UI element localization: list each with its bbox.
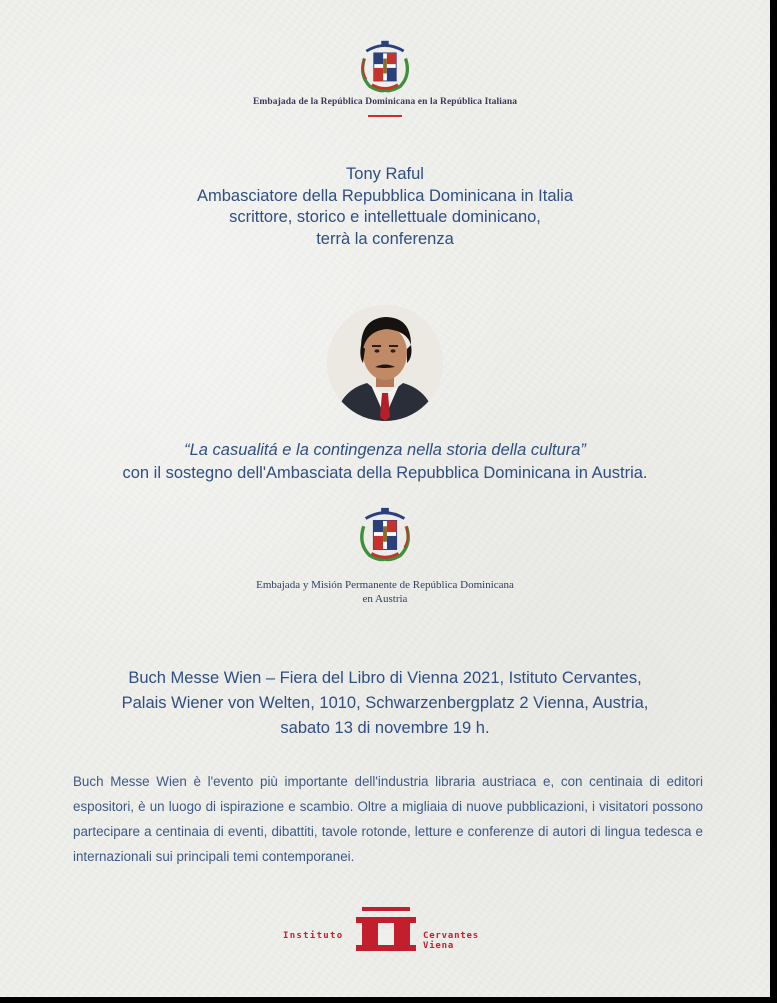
coat-of-arms-icon xyxy=(357,38,413,94)
speaker-role: Ambasciatore della Repubblica Dominicana in Italia xyxy=(196,186,574,205)
embassy-italy-label: Embajada de la República Dominicana en la República Italiana xyxy=(252,97,518,107)
portrait-image xyxy=(327,305,443,421)
cervantes-left-label: Instituto xyxy=(283,931,344,941)
embassy-austria-label xyxy=(0,578,770,606)
coat-of-arms-icon xyxy=(356,505,414,563)
speaker-description: scrittore, storico e intellettuale dominicano, xyxy=(229,208,541,226)
talk-title: “La casualitá e la contingenza nella storia della cultura” xyxy=(184,441,586,459)
instituto-cervantes-logo xyxy=(283,905,493,955)
venue-line2: Palais Wiener von Welten, 1010, Schwarzenbergplatz 2 Vienna, Austria, xyxy=(121,694,649,712)
red-divider xyxy=(368,115,402,117)
venue-block xyxy=(0,666,770,741)
speaker-action: terrà la conferenza xyxy=(316,229,454,248)
event-description: Buch Messe Wien è l'evento più importante dell'industria libraria austriaca e, con centinaia di editori espositori, è un luogo di ispirazione e scambio. Oltre a migliaia di nuove pubblicazioni, i visitatori possono partecipare a centinaia di eventi, dibattiti, tavole rotonde, letture e conferenze di autori di lingua tedesca e internazionali sui principali temi contemporanei. xyxy=(73,774,703,864)
speaker-name: Tony Raful xyxy=(346,165,424,183)
cervantes-right-line2: Viena xyxy=(423,941,455,951)
cervantes-mark-icon xyxy=(356,905,416,951)
embassy-austria-line2: en Austria xyxy=(362,593,408,605)
speaker-portrait xyxy=(327,305,443,421)
venue-line3: sabato 13 di novembre 19 h. xyxy=(280,719,490,737)
speaker-block xyxy=(0,164,770,250)
cervantes-right-line1: Cervantes xyxy=(423,931,479,941)
cervantes-right-label xyxy=(423,931,479,951)
embassy-austria-line1: Embajada y Misión Permanente de República Dominicana xyxy=(256,579,514,591)
support-statement: con il sostegno dell'Ambasciata della Repubblica Dominicana in Austria. xyxy=(122,464,648,482)
venue-line1: Buch Messe Wien – Fiera del Libro di Vienna 2021, Istituto Cervantes, xyxy=(128,669,642,687)
